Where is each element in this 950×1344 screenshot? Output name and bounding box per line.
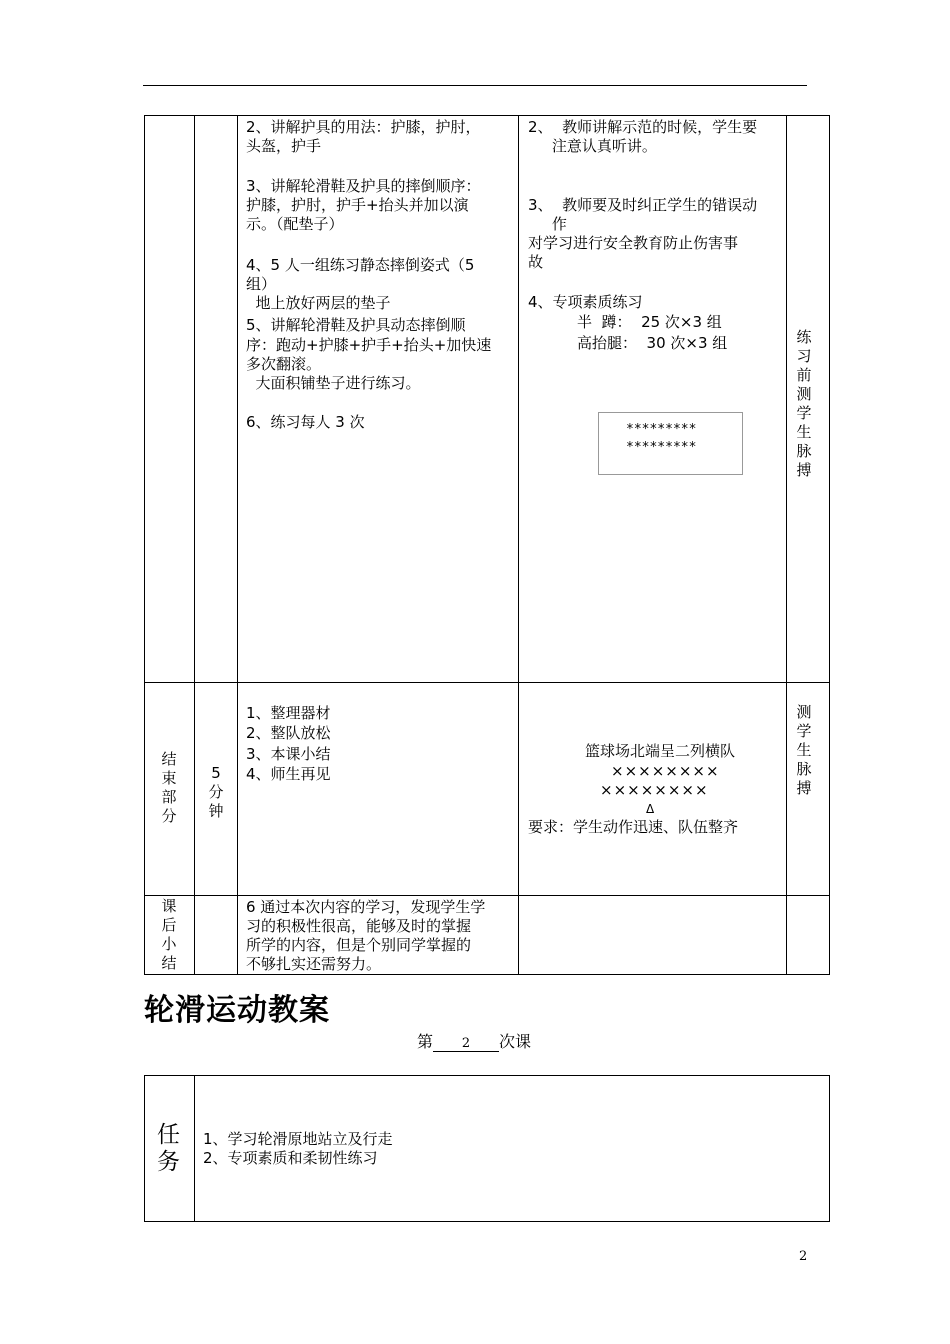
closing-requirement: 要求：学生动作迅速、队伍整齐 [528,818,739,836]
formation-box [598,412,743,475]
middle-item3-line3: 示。（配垫子） [246,215,344,233]
middle-item5-line4: 大面积铺垫子进行练习。 [246,374,421,392]
closing-label: 结束部分 [161,750,177,825]
closing-row-1: ×××××××× [611,762,720,780]
closing-item-4: 4、师生再见 [246,765,331,783]
teacher-mark: Δ [646,802,655,816]
lesson-plan-title: 轮滑运动教案 [144,993,330,1028]
middle-item3-line2: 护膝，护肘，护手+抬头并加以演 [246,196,469,214]
right-item2-line2: 注意认真听讲。 [528,137,657,155]
closing-item-1: 1、整理器材 [246,704,331,722]
middle-item6: 6、练习每人 3 次 [246,413,365,431]
page-number: 2 [799,1249,808,1264]
right-safety-line2: 故 [528,253,544,271]
right-item2-line1: 2、 教师讲解示范的时候，学生要 [528,118,758,136]
middle-item5-line1: 5、讲解轮滑鞋及护具动态摔倒顺 [246,316,466,334]
middle-item5-line2: 序：跑动+护膝+护手+抬头+加快速 [246,336,492,354]
closing-item-2: 2、整队放松 [246,724,331,742]
summary-line-4: 不够扎实还需努力。 [246,955,382,973]
right-high-knee: 高抬腿： 30 次×3 组 [577,334,728,352]
task-label-1: 任 [157,1122,180,1148]
closing-row-2: ×××××××× [600,781,709,799]
right-squat: 半 蹲： 25 次×3 组 [577,313,722,331]
task-item-1: 1、学习轮滑原地站立及行走 [203,1130,393,1148]
middle-item5-line3: 多次翻滚。 [246,355,322,373]
summary-line-1: 6 通过本次内容的学习，发现学生学 [246,898,486,916]
notes-pulse-after: 测学生脉搏 [796,703,812,797]
right-item4-title: 4、专项素质练习 [528,293,643,311]
formation-row-2: ********* [626,440,697,455]
notes-pulse-before: 练习前测学生脉搏 [796,328,812,479]
lesson-number: 2 [433,1036,499,1052]
formation-row-1: ********* [626,422,697,437]
middle-item4-line2: 组） [246,275,277,293]
closing-item-3: 3、本课小结 [246,745,331,763]
header-rule [143,85,807,86]
right-item3-line1: 3、 教师要及时纠正学生的错误动 [528,196,758,214]
lesson-number-line [417,1029,531,1052]
middle-item2-line2: 头盔，护手 [246,137,322,155]
summary-line-3: 所学的内容，但是个别同学掌握的 [246,936,472,954]
middle-item2-line1: 2、讲解护具的用法：护膝，护肘， [246,118,481,136]
right-safety-line1: 对学习进行安全教育防止伤害事 [528,234,739,252]
middle-item4-line1: 4、5 人一组练习静态摔倒姿式（5 [246,256,475,274]
closing-formation-desc: 篮球场北端呈二列横队 [585,742,736,760]
middle-item4-line3: 地上放好两层的垫子 [246,294,391,312]
task-item-2: 2、专项素质和柔韧性练习 [203,1149,378,1167]
middle-item3-line1: 3、讲解轮滑鞋及护具的摔倒顺序： [246,177,481,195]
summary-label: 课后小结 [161,897,177,972]
right-item3-line2: 作 [528,215,567,233]
lesson-prefix: 第 [417,1032,434,1051]
summary-line-2: 习的积极性很高，能够及时的掌握 [246,917,472,935]
closing-time: 5 分钟 [208,764,224,820]
task-label-2: 务 [157,1149,180,1175]
lesson-suffix: 次课 [499,1032,532,1051]
